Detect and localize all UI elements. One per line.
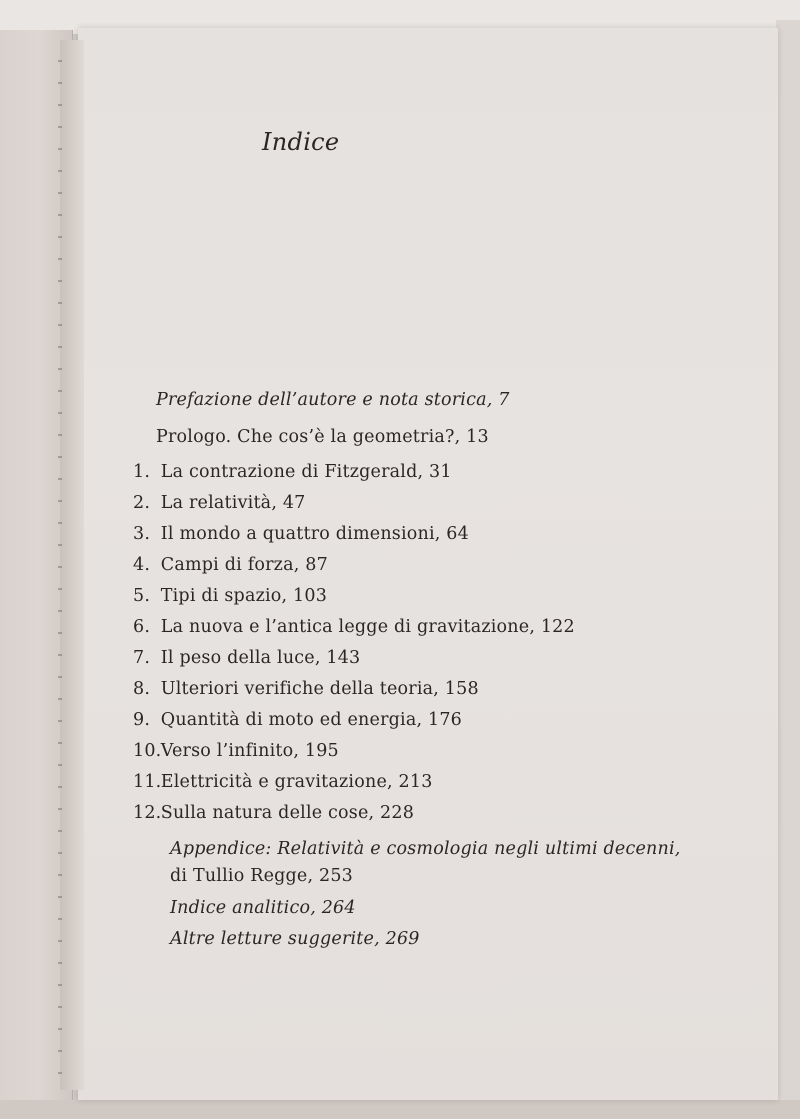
toc-entry xyxy=(133,493,306,513)
toc-entry-appendix: Appendice: Relatività e cosmologia negli ultimi decenni, xyxy=(170,839,681,859)
chapter-number: 11. xyxy=(133,772,162,792)
toc-entry xyxy=(133,803,414,823)
chapter-number: 4. xyxy=(133,555,151,575)
chapter-title: Il peso della luce, 143 xyxy=(160,648,361,668)
toc-entry xyxy=(133,555,328,575)
chapter-number: 9. xyxy=(133,710,151,730)
chapter-number: 10. xyxy=(133,741,162,761)
toc-entry-appendix-author: di Tullio Regge, 253 xyxy=(170,866,354,886)
toc-entry xyxy=(133,741,339,761)
chapter-number: 7. xyxy=(133,648,151,668)
toc-entry xyxy=(133,710,462,730)
toc-entry xyxy=(133,586,327,606)
toc-entry xyxy=(133,772,433,792)
toc-entry-prologue: Prologo. Che cos’è la geometria?, 13 xyxy=(156,427,489,447)
toc-entry-index: Indice analitico, 264 xyxy=(170,898,356,918)
toc-entry xyxy=(133,617,575,637)
page-title: Indice xyxy=(262,128,340,156)
chapter-number: 3. xyxy=(133,524,151,544)
binding-stitch xyxy=(58,60,62,1080)
chapter-number: 2. xyxy=(133,493,151,513)
chapter-number: 6. xyxy=(133,617,151,637)
chapter-title: Elettricità e gravitazione, 213 xyxy=(160,772,433,792)
chapter-number: 12. xyxy=(133,803,162,823)
chapter-title: Verso l’infinito, 195 xyxy=(160,741,339,761)
chapter-title: Ulteriori verifiche della teoria, 158 xyxy=(160,679,479,699)
chapter-title: Sulla natura delle cose, 228 xyxy=(160,803,415,823)
chapter-title: Quantità di moto ed energia, 176 xyxy=(160,710,462,730)
page-gutter xyxy=(60,40,84,1090)
toc-entry xyxy=(133,462,452,482)
chapter-title: Tipi di spazio, 103 xyxy=(160,586,328,606)
chapter-title: Il mondo a quattro dimensioni, 64 xyxy=(160,524,469,544)
chapter-title: Campi di forza, 87 xyxy=(160,555,328,575)
toc-entry-further-reading: Altre letture suggerite, 269 xyxy=(170,929,420,949)
toc-entry xyxy=(133,679,479,699)
chapter-title: La relatività, 47 xyxy=(160,493,306,513)
toc-entry xyxy=(133,648,360,668)
toc-entry xyxy=(133,524,469,544)
toc-entry-preface: Prefazione dell’autore e nota storica, 7 xyxy=(156,390,510,410)
chapter-number: 1. xyxy=(133,462,151,482)
chapter-number: 8. xyxy=(133,679,151,699)
chapter-title: La contrazione di Fitzgerald, 31 xyxy=(160,462,452,482)
background-right xyxy=(776,20,800,1100)
chapter-title: La nuova e l’antica legge di gravitazione, 122 xyxy=(160,617,575,637)
chapter-number: 5. xyxy=(133,586,151,606)
